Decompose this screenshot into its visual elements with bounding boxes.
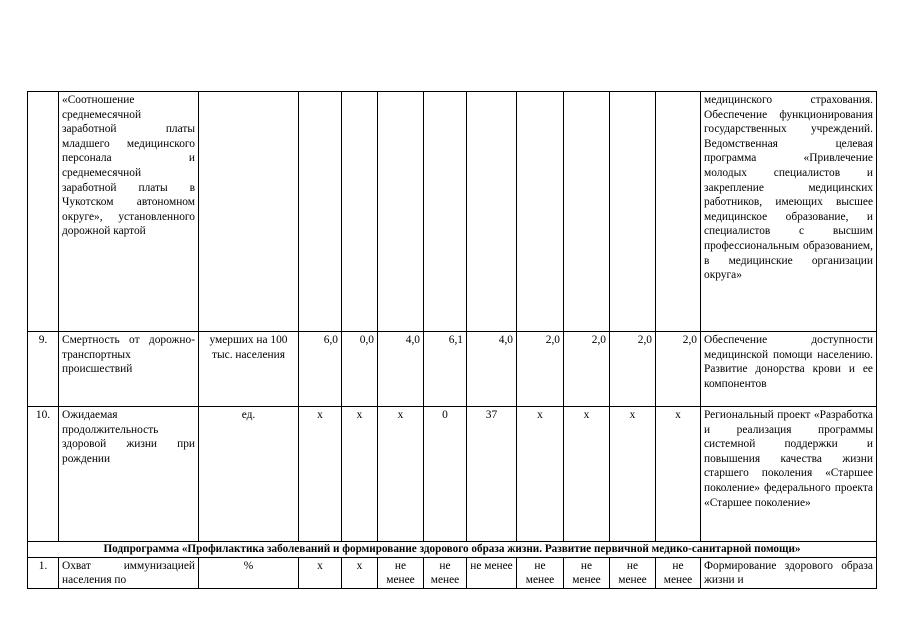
- table-row: [28, 407, 877, 542]
- value-cell: не менее: [467, 557, 517, 588]
- value-cell: 2,0: [656, 332, 701, 407]
- value-cell: [656, 92, 701, 332]
- table-row: [28, 332, 877, 407]
- program-cell: медицинского страхования. Обеспечение функционирования государственных учреждений. Ведомственная целевая программа «Привлечение молодых специалистов и закрепление медицинских работников, имеющих высшее медицинское образование, и специалистов с высшим профессиональным образованием, в медицинские организации округа»: [701, 92, 877, 332]
- value-cell: х: [564, 407, 610, 542]
- value-cell: 4,0: [378, 332, 424, 407]
- value-cell: х: [342, 557, 378, 588]
- value-cell: 37: [467, 407, 517, 542]
- value-cell: [342, 92, 378, 332]
- value-cell: 0,0: [342, 332, 378, 407]
- value-cell: х: [610, 407, 656, 542]
- indicator-name: «Соотношение среднемесячной заработной платы младшего медицинского персонала и среднемесячной заработной платы в Чукотском автономном округе», установленного дорожной картой: [59, 92, 199, 332]
- row-number: [28, 92, 59, 332]
- value-cell: [424, 92, 467, 332]
- value-cell: 6,1: [424, 332, 467, 407]
- value-cell: 2,0: [564, 332, 610, 407]
- value-cell: 4,0: [467, 332, 517, 407]
- indicator-name: Ожидаемая продолжительность здоровой жизни при рождении: [59, 407, 199, 542]
- subprogram-row: [28, 542, 877, 558]
- unit: [199, 92, 299, 332]
- value-cell: не менее: [378, 557, 424, 588]
- program-cell: Региональный проект «Разработка и реализация программы системной поддержки и повышения качества жизни старшего поколения «Старшее поколение» федерального проекта «Старшее поколение»: [701, 407, 877, 542]
- value-cell: [517, 92, 564, 332]
- row-number: 9.: [28, 332, 59, 407]
- unit: %: [199, 557, 299, 588]
- value-cell: х: [299, 407, 342, 542]
- unit: ед.: [199, 407, 299, 542]
- value-cell: х: [378, 407, 424, 542]
- indicator-name: Смертность от дорожно-транспортных происшествий: [59, 332, 199, 407]
- value-cell: не менее: [517, 557, 564, 588]
- table-row: [28, 557, 877, 588]
- row-number: 1.: [28, 557, 59, 588]
- value-cell: не менее: [564, 557, 610, 588]
- program-cell: Обеспечение доступности медицинской помощи населению. Развитие донорства крови и ее компонентов: [701, 332, 877, 407]
- value-cell: 6,0: [299, 332, 342, 407]
- value-cell: [299, 92, 342, 332]
- value-cell: [610, 92, 656, 332]
- row-number: 10.: [28, 407, 59, 542]
- value-cell: х: [656, 407, 701, 542]
- table-row: [28, 92, 877, 332]
- value-cell: [378, 92, 424, 332]
- subprogram-title: Подпрограмма «Профилактика заболеваний и формирование здорового образа жизни. Развитие первичной медико-санитарной помощи»: [28, 542, 877, 558]
- unit: умерших на 100 тыс. населения: [199, 332, 299, 407]
- value-cell: х: [299, 557, 342, 588]
- value-cell: не менее: [656, 557, 701, 588]
- value-cell: х: [342, 407, 378, 542]
- indicator-table-page: [27, 91, 876, 589]
- value-cell: 0: [424, 407, 467, 542]
- indicator-table: [27, 91, 877, 589]
- indicator-name: Охват иммунизацией населения по: [59, 557, 199, 588]
- value-cell: [467, 92, 517, 332]
- value-cell: не менее: [424, 557, 467, 588]
- value-cell: 2,0: [610, 332, 656, 407]
- value-cell: [564, 92, 610, 332]
- value-cell: не менее: [610, 557, 656, 588]
- program-cell: Формирование здорового образа жизни и: [701, 557, 877, 588]
- value-cell: 2,0: [517, 332, 564, 407]
- value-cell: х: [517, 407, 564, 542]
